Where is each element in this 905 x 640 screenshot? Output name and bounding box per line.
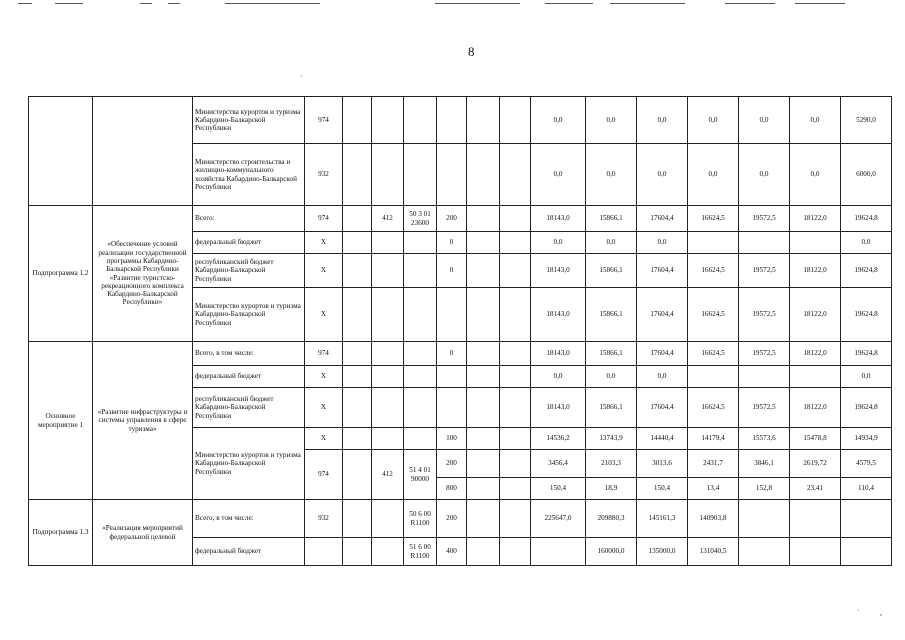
cell-c: Всего: <box>193 206 305 232</box>
cell-n: 0,0 <box>688 97 739 144</box>
cell-l: 0,0 <box>586 232 637 254</box>
cell-q: 0,0 <box>841 232 892 254</box>
cell-c: федеральный бюджет <box>193 366 305 388</box>
cell-j <box>500 254 531 288</box>
cell-l: 15866,1 <box>586 206 637 232</box>
cell-q <box>841 538 892 566</box>
budget-table <box>28 96 892 566</box>
cell-m: 135000,0 <box>637 538 688 566</box>
cell-m: 17604,4 <box>637 254 688 288</box>
cell-c: Министерства курортов и туризма Кабардино-Балкарской Республики <box>193 97 305 144</box>
cell-l: 15866,1 <box>586 254 637 288</box>
cell-f <box>372 97 404 144</box>
cell-g <box>404 97 437 144</box>
cell-j <box>500 478 531 500</box>
cell-d: 974 <box>305 97 343 144</box>
cell-q: 14934,9 <box>841 428 892 450</box>
cell-d: X <box>305 428 343 450</box>
cell-o: 152,8 <box>739 478 790 500</box>
cell-h: 800 <box>437 478 467 500</box>
cell-n: 16624,5 <box>688 288 739 342</box>
cell-q: 0,0 <box>841 366 892 388</box>
cell-c: республиканский бюджет Кабардино-Балкарской Республики <box>193 254 305 288</box>
cell-h <box>437 288 467 342</box>
cell-i <box>467 366 500 388</box>
cell-f <box>372 428 404 450</box>
cell-p <box>790 500 841 538</box>
cell-d: X <box>305 388 343 428</box>
cell-m: 150,4 <box>637 478 688 500</box>
cell-k: 3456,4 <box>531 450 586 478</box>
cell-o <box>739 500 790 538</box>
cell-g <box>404 388 437 428</box>
cell-n: 14179,4 <box>688 428 739 450</box>
cell-f <box>372 342 404 366</box>
cell-i <box>467 500 500 538</box>
cell-l: 0,0 <box>586 97 637 144</box>
cell-k: 150,4 <box>531 478 586 500</box>
cell-i <box>467 478 500 500</box>
cell-a: Подпрограмма 1.2 <box>29 206 93 342</box>
cell-d: X <box>305 254 343 288</box>
cell-o: 19572,5 <box>739 288 790 342</box>
cell-o: 15573,6 <box>739 428 790 450</box>
cell-i <box>467 538 500 566</box>
cell-n: 140903,8 <box>688 500 739 538</box>
cell-c: Министерство курортов и туризма Кабардино-Балкарской Республики <box>193 428 305 500</box>
cell-b <box>93 97 193 206</box>
cell-f: 412 <box>372 206 404 232</box>
cell-k: 18143,0 <box>531 288 586 342</box>
cell-i <box>467 206 500 232</box>
cell-p: 18122,0 <box>790 342 841 366</box>
cell-e <box>343 342 372 366</box>
cell-p: 2619,72 <box>790 450 841 478</box>
cell-m: 0,0 <box>637 366 688 388</box>
cell-n <box>688 232 739 254</box>
cell-d: 974 <box>305 450 343 500</box>
scan-mark: , <box>880 608 882 617</box>
cell-h <box>437 144 467 206</box>
cell-l: 18,9 <box>586 478 637 500</box>
cell-h: 100 <box>437 428 467 450</box>
cell-p: 18122,0 <box>790 206 841 232</box>
cell-b: «Обеспечение условий реализации государственной программы Кабардино-Балкарской Республики «Развитие туристско-рекреационного комплекса Кабардино-Балкарской Республики» <box>93 206 193 342</box>
cell-k: 18143,0 <box>531 254 586 288</box>
cell-e <box>343 97 372 144</box>
cell-e <box>343 428 372 450</box>
cell-e <box>343 500 372 538</box>
cell-m: 0,0 <box>637 97 688 144</box>
cell-m: 0,0 <box>637 144 688 206</box>
cell-h: 0 <box>437 232 467 254</box>
cell-l: 15866,1 <box>586 388 637 428</box>
cell-e <box>343 538 372 566</box>
cell-h <box>437 388 467 428</box>
cell-i <box>467 232 500 254</box>
cell-j <box>500 428 531 450</box>
cell-j <box>500 388 531 428</box>
cell-h <box>437 366 467 388</box>
cell-e <box>343 206 372 232</box>
table-row <box>29 97 892 144</box>
scan-top-marks <box>0 0 905 6</box>
cell-d: 974 <box>305 342 343 366</box>
cell-i <box>467 388 500 428</box>
cell-i <box>467 428 500 450</box>
cell-i <box>467 342 500 366</box>
cell-q: 19624,8 <box>841 388 892 428</box>
cell-j <box>500 232 531 254</box>
cell-f <box>372 232 404 254</box>
cell-a: Основное мероприятие 1 <box>29 342 93 500</box>
cell-j <box>500 342 531 366</box>
cell-k: 0,0 <box>531 97 586 144</box>
cell-q: 5290,0 <box>841 97 892 144</box>
cell-e <box>343 232 372 254</box>
cell-l: 15866,1 <box>586 342 637 366</box>
cell-o: 0,0 <box>739 144 790 206</box>
cell-g <box>404 232 437 254</box>
cell-o: 3846,1 <box>739 450 790 478</box>
cell-c: Министерство курортов и туризма Кабардино-Балкарской Республики <box>193 288 305 342</box>
cell-k: 18143,0 <box>531 342 586 366</box>
cell-o <box>739 366 790 388</box>
cell-q: 4579,5 <box>841 450 892 478</box>
cell-g: 51 4 01 90000 <box>404 450 437 500</box>
cell-p <box>790 366 841 388</box>
cell-h: 0 <box>437 342 467 366</box>
cell-m: 17604,4 <box>637 288 688 342</box>
cell-n: 16624,5 <box>688 342 739 366</box>
cell-g <box>404 366 437 388</box>
cell-h: 0 <box>437 254 467 288</box>
cell-p <box>790 538 841 566</box>
cell-h: 200 <box>437 450 467 478</box>
cell-j <box>500 288 531 342</box>
cell-k: 0,0 <box>531 232 586 254</box>
cell-n: 16624,5 <box>688 206 739 232</box>
cell-g <box>404 288 437 342</box>
cell-l: 160000,0 <box>586 538 637 566</box>
cell-m: 145161,3 <box>637 500 688 538</box>
cell-d: X <box>305 232 343 254</box>
cell-g <box>404 342 437 366</box>
cell-o <box>739 232 790 254</box>
cell-p: 23,41 <box>790 478 841 500</box>
cell-j <box>500 366 531 388</box>
cell-f <box>372 144 404 206</box>
cell-j <box>500 97 531 144</box>
cell-m: 17604,4 <box>637 206 688 232</box>
cell-f <box>372 366 404 388</box>
cell-e <box>343 366 372 388</box>
cell-l: 0,0 <box>586 144 637 206</box>
cell-n: 2431,7 <box>688 450 739 478</box>
cell-f <box>372 538 404 566</box>
cell-k: 18143,0 <box>531 388 586 428</box>
cell-j <box>500 144 531 206</box>
cell-n: 13,4 <box>688 478 739 500</box>
cell-n: 131040,5 <box>688 538 739 566</box>
cell-o: 0,0 <box>739 97 790 144</box>
cell-o: 19572,5 <box>739 342 790 366</box>
cell-j <box>500 500 531 538</box>
cell-p: 15478,8 <box>790 428 841 450</box>
cell-f <box>372 254 404 288</box>
cell-p: 0,0 <box>790 97 841 144</box>
cell-p: 18122,0 <box>790 254 841 288</box>
cell-d: X <box>305 366 343 388</box>
cell-e <box>343 144 372 206</box>
cell-d: 932 <box>305 500 343 538</box>
cell-f <box>372 388 404 428</box>
cell-k <box>531 538 586 566</box>
cell-m: 14440,4 <box>637 428 688 450</box>
cell-n: 0,0 <box>688 144 739 206</box>
cell-e <box>343 388 372 428</box>
cell-e <box>343 450 372 500</box>
cell-o <box>739 538 790 566</box>
cell-k: 14536,2 <box>531 428 586 450</box>
cell-l: 2103,3 <box>586 450 637 478</box>
cell-n: 16624,5 <box>688 388 739 428</box>
cell-a: Подпрограмма 1.3 <box>29 500 93 566</box>
cell-k: 0,0 <box>531 144 586 206</box>
cell-p <box>790 232 841 254</box>
cell-j <box>500 450 531 478</box>
cell-g <box>404 428 437 450</box>
cell-i <box>467 288 500 342</box>
table-row <box>29 500 892 538</box>
cell-b: «Реализация мероприятий федеральной целевой <box>93 500 193 566</box>
scan-mark: · <box>857 606 860 615</box>
cell-g: 51 6 00 R1100 <box>404 538 437 566</box>
cell-e <box>343 288 372 342</box>
cell-p: 18122,0 <box>790 288 841 342</box>
cell-f <box>372 500 404 538</box>
cell-i <box>467 254 500 288</box>
cell-k: 0,0 <box>531 366 586 388</box>
cell-l: 15866,1 <box>586 288 637 342</box>
cell-d: 932 <box>305 144 343 206</box>
cell-m: 0,0 <box>637 232 688 254</box>
cell-o: 19572,5 <box>739 388 790 428</box>
cell-c: федеральный бюджет <box>193 232 305 254</box>
cell-g <box>404 144 437 206</box>
cell-f: 412 <box>372 450 404 500</box>
cell-h: 200 <box>437 206 467 232</box>
cell-n <box>688 366 739 388</box>
cell-j <box>500 538 531 566</box>
cell-i <box>467 450 500 478</box>
cell-n: 16624,5 <box>688 254 739 288</box>
cell-q: 19624,8 <box>841 342 892 366</box>
cell-c: республиканский бюджет Кабардино-Балкарской Республики <box>193 388 305 428</box>
cell-p: 18122,0 <box>790 388 841 428</box>
cell-o: 19572,5 <box>739 254 790 288</box>
cell-k: 225647,0 <box>531 500 586 538</box>
cell-j <box>500 206 531 232</box>
cell-q <box>841 500 892 538</box>
scan-mark: · <box>300 72 303 81</box>
cell-o: 19572,5 <box>739 206 790 232</box>
cell-k: 18143,0 <box>531 206 586 232</box>
cell-l: 209880,3 <box>586 500 637 538</box>
cell-d: 974 <box>305 206 343 232</box>
cell-e <box>343 254 372 288</box>
cell-g: 50 3 01 23600 <box>404 206 437 232</box>
cell-h: 400 <box>437 538 467 566</box>
cell-c: федеральный бюджет <box>193 538 305 566</box>
cell-b: «Развитие инфраструктуры и системы управления в сфере туризма» <box>93 342 193 500</box>
table-row <box>29 342 892 366</box>
cell-c: Всего, в том числе: <box>193 342 305 366</box>
cell-l: 13743,9 <box>586 428 637 450</box>
cell-d: X <box>305 288 343 342</box>
cell-a <box>29 97 93 206</box>
cell-m: 17604,4 <box>637 388 688 428</box>
page-number: 8 <box>468 44 475 59</box>
cell-c: Министерство строительства и жилищно-коммунального хозяйства Кабардино-Балкарской Республики <box>193 144 305 206</box>
cell-i <box>467 97 500 144</box>
cell-c: Всего, в том числе: <box>193 500 305 538</box>
cell-q: 6000,0 <box>841 144 892 206</box>
cell-p: 0,0 <box>790 144 841 206</box>
cell-d <box>305 538 343 566</box>
cell-m: 3013,6 <box>637 450 688 478</box>
cell-f <box>372 288 404 342</box>
cell-i <box>467 144 500 206</box>
cell-g: 50 6 00 R1100 <box>404 500 437 538</box>
cell-l: 0,0 <box>586 366 637 388</box>
table-row <box>29 206 892 232</box>
cell-q: 19624,8 <box>841 206 892 232</box>
cell-q: 110,4 <box>841 478 892 500</box>
cell-m: 17604,4 <box>637 342 688 366</box>
cell-q: 19624,8 <box>841 288 892 342</box>
cell-h <box>437 97 467 144</box>
cell-q: 19624,8 <box>841 254 892 288</box>
cell-h: 200 <box>437 500 467 538</box>
cell-g <box>404 254 437 288</box>
